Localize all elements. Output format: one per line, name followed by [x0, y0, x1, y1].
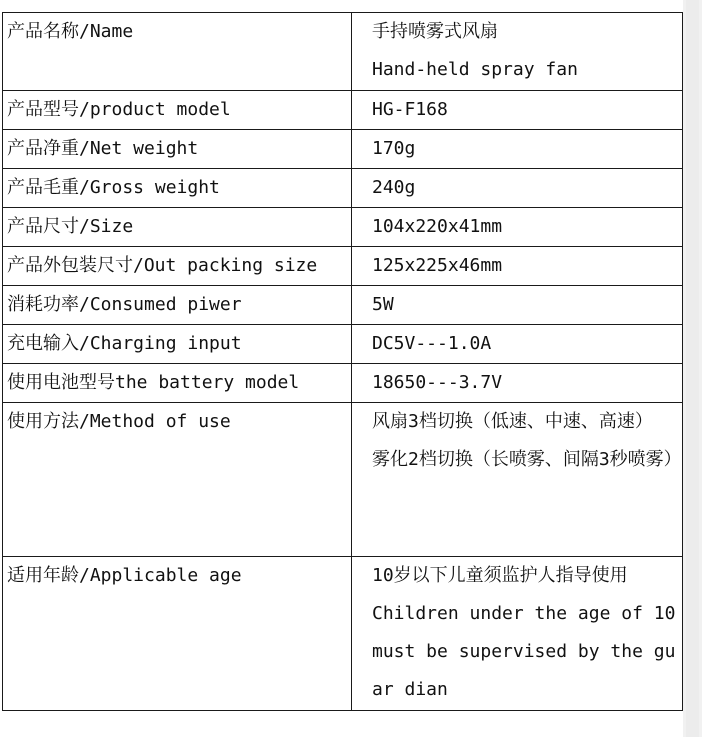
table-row	[3, 13, 683, 91]
table-row	[3, 325, 683, 364]
spec-value-name	[352, 13, 683, 91]
table-row	[3, 286, 683, 325]
spec-label-gross-weight: 产品毛重/Gross weight	[3, 169, 352, 208]
spec-value-size: 104x220x41mm	[352, 208, 683, 247]
table-row	[3, 169, 683, 208]
spec-value-age-en: Children under the age of 10 must be supervised by the guar dian	[372, 603, 676, 700]
table-row	[3, 208, 683, 247]
spec-value-power: 5W	[352, 286, 683, 325]
spec-value-net-weight: 170g	[352, 130, 683, 169]
spec-label-name: 产品名称/Name	[3, 13, 352, 91]
spec-label-charging-input: 充电输入/Charging input	[3, 325, 352, 364]
spec-value-gross-weight: 240g	[352, 169, 683, 208]
spec-label-packing-size: 产品外包装尺寸/Out packing size	[3, 247, 352, 286]
product-spec-table	[2, 12, 683, 711]
spec-value-name-en: Hand-held spray fan	[372, 59, 578, 80]
spec-label-power: 消耗功率/Consumed piwer	[3, 286, 352, 325]
spec-label-applicable-age: 适用年龄/Applicable age	[3, 557, 352, 711]
spec-label-method-of-use: 使用方法/Method of use	[3, 403, 352, 557]
spec-label-size: 产品尺寸/Size	[3, 208, 352, 247]
spec-value-model: HG-F168	[352, 91, 683, 130]
table-row	[3, 91, 683, 130]
spec-value-name-cn: 手持喷雾式风扇	[372, 21, 498, 42]
spec-value-charging-input: DC5V---1.0A	[352, 325, 683, 364]
table-row	[3, 403, 683, 557]
spec-value-battery-model: 18650---3.7V	[352, 364, 683, 403]
spec-label-model: 产品型号/product model	[3, 91, 352, 130]
spec-value-method-of-use	[352, 403, 683, 557]
spec-label-battery-model: 使用电池型号the battery model	[3, 364, 352, 403]
spec-table-container	[2, 12, 682, 711]
table-row	[3, 364, 683, 403]
spec-value-age-cn: 10岁以下儿童须监护人指导使用	[372, 565, 628, 586]
spec-value-fan-modes: 风扇3档切换（低速、中速、高速）	[372, 411, 653, 432]
table-row	[3, 130, 683, 169]
spec-value-spray-modes: 雾化2档切换（长喷雾、间隔3秒喷雾）	[372, 449, 682, 470]
table-row	[3, 247, 683, 286]
spec-label-net-weight: 产品净重/Net weight	[3, 130, 352, 169]
spec-value-packing-size: 125x225x46mm	[352, 247, 683, 286]
table-row	[3, 557, 683, 711]
vertical-scrollbar-thumb[interactable]	[686, 0, 699, 737]
spec-value-applicable-age	[352, 557, 683, 711]
